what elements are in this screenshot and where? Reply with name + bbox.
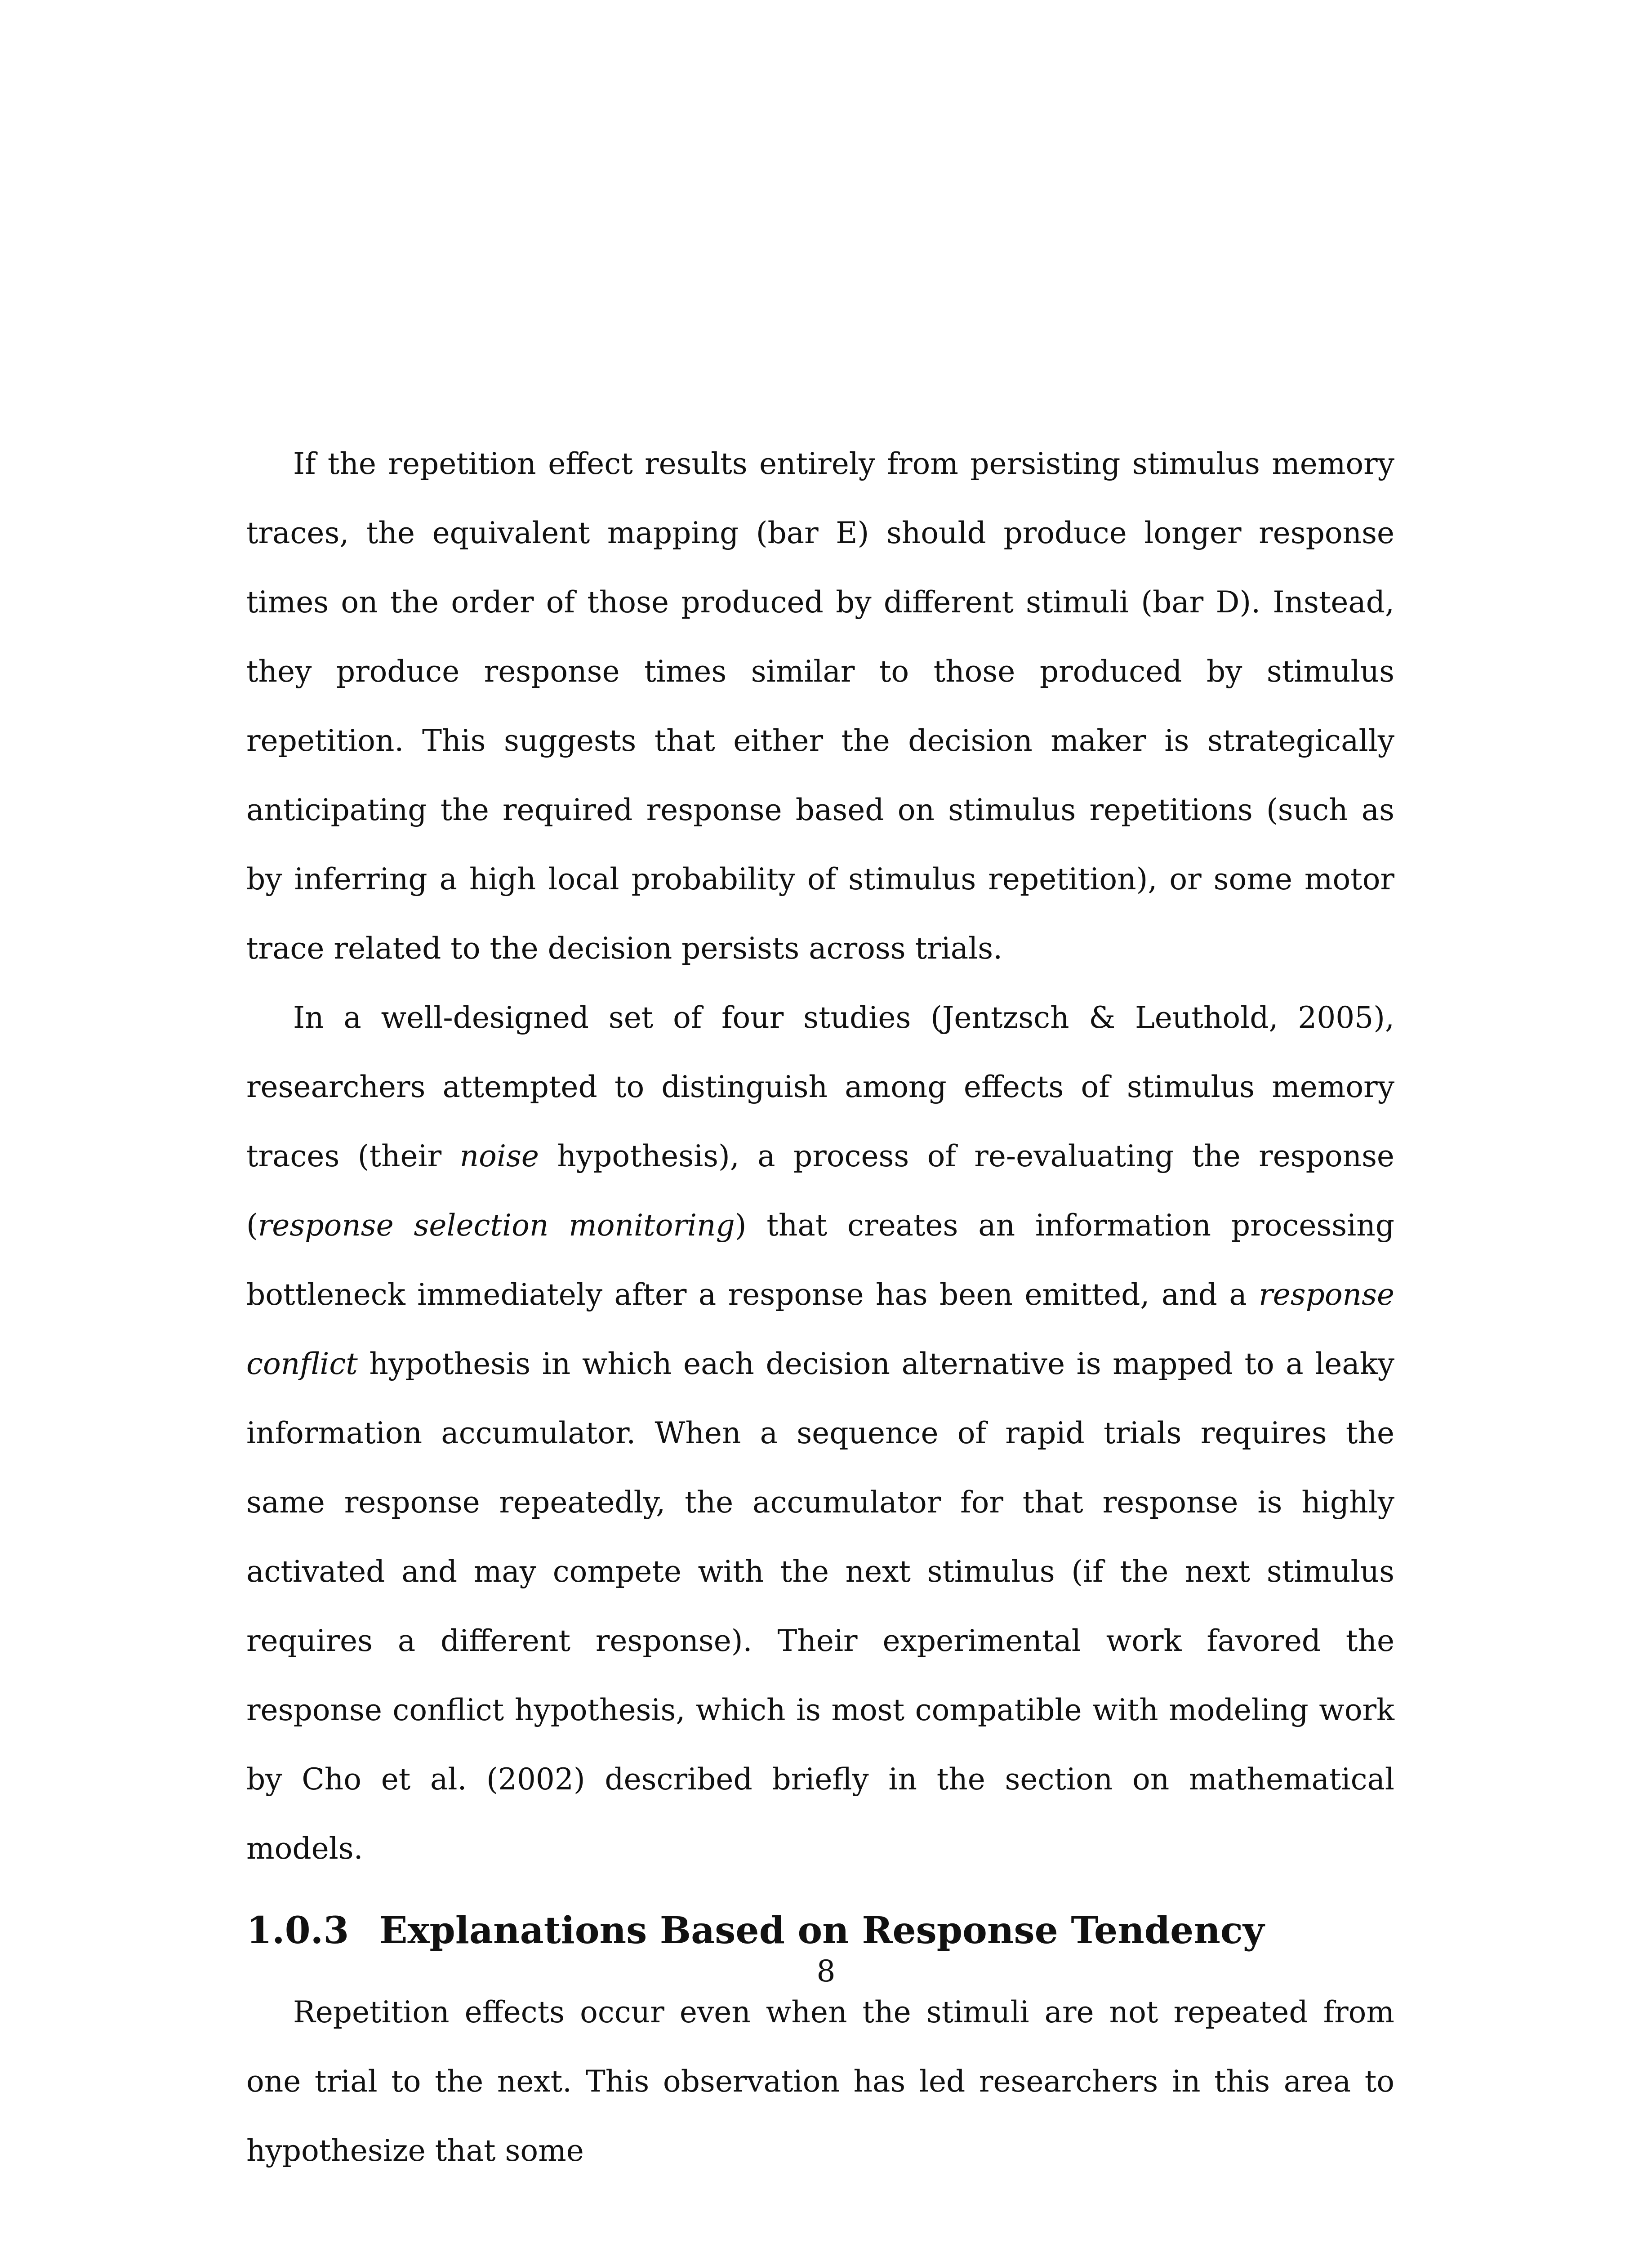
paragraph-2-italic-response-conflict: response conflict xyxy=(246,1277,1394,1381)
paragraph-response-tendency: Repetition effects occur even when the stimuli are not repeated from one trial to the next. This observation has led researchers in this area to hypothesize that some xyxy=(246,1995,1394,2168)
paragraph-jentzsch-studies xyxy=(246,983,1394,1883)
paragraph-repetition-effect: If the repetition effect results entirely from persisting stimulus memory traces, the equivalent mapping (bar E) should produce longer response times on the order of those produced by different stimuli (bar D). Instead, they produce response times similar to those produced by stimulus repetition. This suggests that either the decision maker is strategically anticipating the required response based on stimulus repetitions (such as by inferring a high local probability of stimulus repetition), or some motor trace related to the decision persists across trials. xyxy=(246,446,1394,966)
paragraph-2-italic-noise: noise xyxy=(459,1139,539,1173)
section-number: 1.0.3 xyxy=(246,1909,349,1952)
paragraph-2-italic-response-selection-monitoring: response selection monitoring xyxy=(258,1208,735,1243)
page-number: 8 xyxy=(816,1954,836,1989)
paragraph-2-text-1: In a well-designed set of four studies (Jentzsch & Leuthold, 2005), researchers attempted to distinguish among effects of stimulus memory traces (their xyxy=(246,1000,1394,1173)
paragraph-2-text-3: ) that creates an information processing bottleneck immediately after a response has been emitted, and a xyxy=(246,1208,1394,1312)
section-heading xyxy=(246,1906,1394,1955)
page-body xyxy=(246,429,1394,2186)
paragraph-2-text-2: hypothesis), a process of re-evaluating the response ( xyxy=(246,1139,1394,1243)
paragraph-2-text-4: hypothesis in which each decision alternative is mapped to a leaky information accumulator. When a sequence of rapid trials requires the same response repeatedly, the accumulator for that response is highly activated and may compete with the next stimulus (if the next stimulus requires a different response). Their experimental work favored the response conflict hypothesis, which is most compatible with modeling work by Cho et al. (2002) described briefly in the section on mathematical models. xyxy=(246,1347,1394,1866)
section-title: Explanations Based on Response Tendency xyxy=(379,1909,1265,1952)
